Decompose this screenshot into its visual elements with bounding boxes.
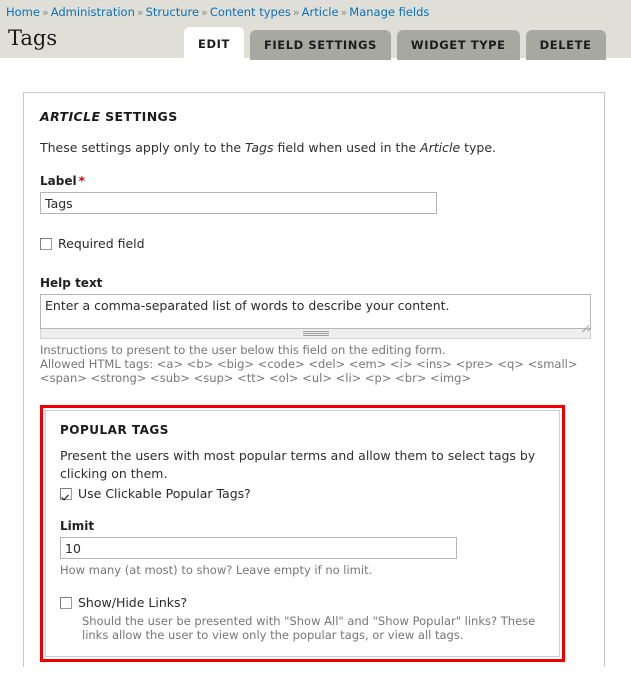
section-title-article-settings [40,109,588,124]
breadcrumb-separator: » [292,6,300,19]
show-hide-links-label[interactable]: Show/Hide Links? [78,595,188,610]
help-text-description [40,343,588,385]
popular-tags-highlight-box [40,405,565,662]
breadcrumb-separator: » [136,6,144,19]
required-field-row[interactable] [40,236,588,251]
limit-field-description: How many (at most) to show? Leave empty if no limit. [60,563,373,577]
intro-type-name: Article [420,140,461,155]
tab-widget-type[interactable]: WIDGET TYPE [397,30,520,60]
label-field-label [40,174,588,188]
show-hide-links-description: Should the user be presented with "Show All" and "Show Popular" links? These links allow the user to view only the popular tags, or view all tags. [82,614,536,642]
intro-part-1: These settings apply only to the [40,140,246,155]
resize-grip-lines-icon [303,331,329,336]
help-text-label: Help text [40,276,103,290]
tab-field-settings[interactable]: FIELD SETTINGS [250,30,391,60]
breadcrumb [6,5,429,20]
show-hide-links-block [60,595,545,642]
required-field-checkbox[interactable] [40,238,52,250]
breadcrumb-separator: » [41,6,49,19]
intro-part-2: field when used in the [273,140,421,155]
label-input[interactable] [40,192,437,214]
tab-bar [184,28,606,60]
help-textarea[interactable] [40,294,591,329]
breadcrumb-item-content-types[interactable]: Content types [209,5,291,19]
show-hide-links-checkbox[interactable] [60,597,72,609]
breadcrumb-item-administration[interactable]: Administration [50,5,135,19]
limit-field-block [60,519,545,577]
breadcrumb-item-manage-fields[interactable]: Manage fields [349,5,430,19]
label-field-label-text: Label [40,174,77,188]
required-marker-icon: * [78,174,85,188]
article-settings-panel [23,92,605,667]
show-hide-links-row[interactable] [60,595,545,610]
page-title: Tags [8,26,58,50]
use-clickable-popular-tags-row[interactable] [60,486,545,501]
textarea-resize-handle[interactable] [40,329,591,339]
section-title-italic-part: ARTICLE [40,109,101,124]
use-clickable-popular-tags-label[interactable]: Use Clickable Popular Tags? [78,486,251,501]
limit-input[interactable] [60,537,457,559]
tab-delete[interactable]: DELETE [526,30,606,60]
popular-tags-description: Present the users with most popular terms and allow them to select tags by clicking on them. [60,448,536,481]
use-clickable-popular-tags-checkbox[interactable] [60,488,72,500]
section-title-rest: SETTINGS [100,109,178,124]
settings-intro-text [40,140,588,156]
help-textarea-wrapper [40,294,591,329]
breadcrumb-item-home[interactable]: Home [6,5,40,19]
popular-tags-title: POPULAR TAGS [60,423,169,437]
breadcrumb-item-article[interactable]: Article [301,5,339,19]
intro-part-3: type. [460,140,497,155]
popular-tags-fieldset [45,410,560,657]
required-field-label[interactable]: Required field [58,236,145,251]
breadcrumb-item-structure[interactable]: Structure [145,5,200,19]
tab-edit[interactable]: EDIT [184,27,244,60]
limit-field-label: Limit [60,519,95,533]
breadcrumb-separator: » [340,6,348,19]
help-text-description-line2: Allowed HTML tags: <a> <b> <big> <code> <del> <em> <i> <ins> <pre> <q> <small> <span> <strong> <sub> <sup> <tt> <ol> <ul> <li> <p> <br> <img> [40,357,578,385]
intro-field-name: Tags [245,140,274,155]
breadcrumb-separator: » [201,6,208,19]
help-text-description-line1: Instructions to present to the user below this field on the editing form. [40,343,446,357]
